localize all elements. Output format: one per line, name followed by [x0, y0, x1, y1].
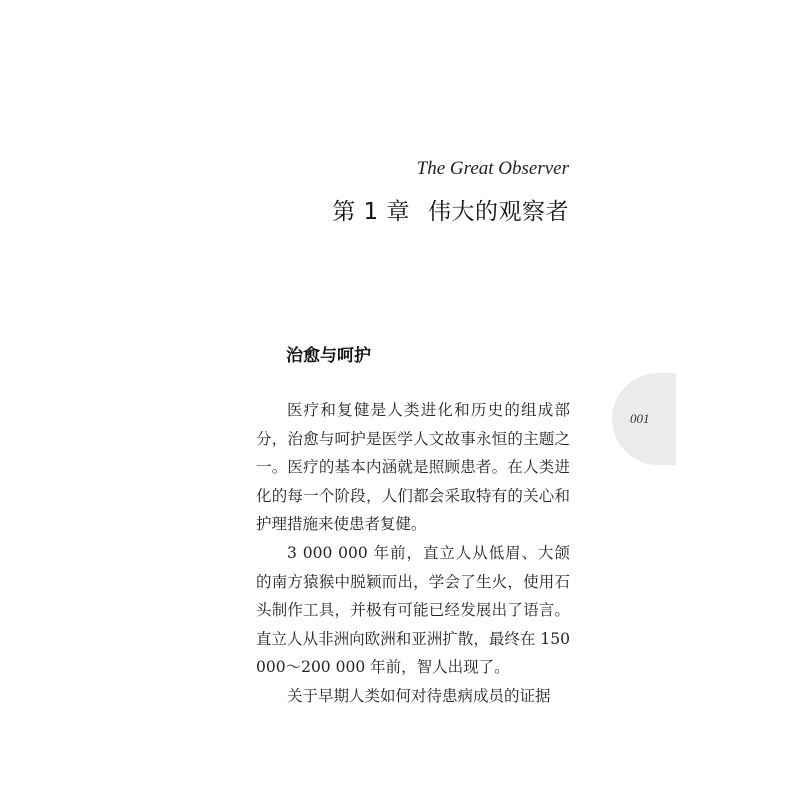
- section-heading: 治愈与呵护: [286, 346, 371, 366]
- paragraph: 关于早期人类如何对待患病成员的证据: [287, 686, 551, 705]
- paragraph: 医疗和复健是人类进化和历史的组成部分，治愈与呵护是医学人文故事永恒的主题之一。医疗的基本内涵就是照顾患者。在人类进化的每一个阶段，人们都会采取特有的关心和护理措施来使患者复健。: [256, 401, 570, 534]
- chapter-number: 第 1 章: [332, 199, 410, 225]
- chapter-title-english: The Great Observer: [416, 158, 569, 179]
- page-number: 001: [630, 411, 650, 426]
- body-text: [256, 396, 570, 711]
- paragraph: 3 000 000 年前，直立人从低眉、大颌的南方猿猴中脱颖而出，学会了生火，使用石头制作工具，并极有可能已经发展出了语言。直立人从非洲向欧洲和亚洲扩散，最终在 150 000～200 000 年前，智人出现了。: [256, 543, 570, 677]
- chapter-title-chinese: 伟大的观察者: [428, 199, 569, 225]
- chapter-title: [332, 193, 569, 226]
